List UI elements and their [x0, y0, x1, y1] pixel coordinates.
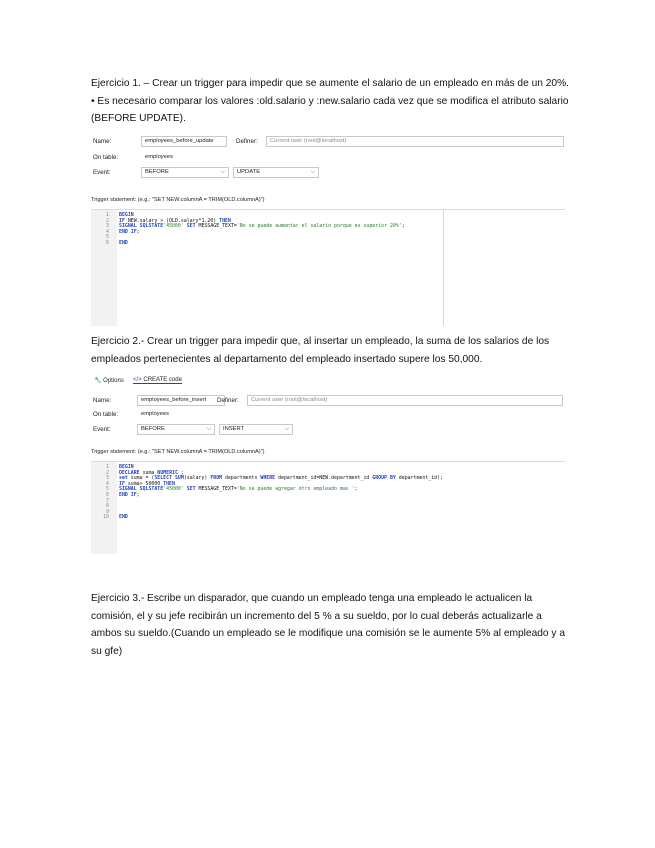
- chevron-down-icon: ⌵: [220, 169, 225, 175]
- line-text: END IF;: [119, 491, 140, 498]
- code-editor[interactable]: [91, 461, 565, 554]
- line-number: 5: [106, 234, 109, 241]
- wrench-icon: 🔧: [94, 378, 102, 384]
- line-number: 9: [106, 508, 109, 515]
- line-text: SIGNAL SQLSTATE'45000' SET MESSAGE_TEXT='No se puede aumentar el salario porque es superior 20%';: [119, 223, 405, 230]
- exercise-3-text: Ejercicio 3.- Escribe un disparador, que cuando un empleado tenga una empleado le actualicen la comisión, el y su jefe recibirán un incremento del 5 % a su sueldo, por lo cual deberás actualizarle a ambos su sueldo.(Cuando un empleado se le modifique una comisión se le aumente 5% al empleado y a su gfe): [91, 593, 566, 657]
- editor-toolbar: [91, 375, 565, 388]
- trigger-editor-screenshot-2: [91, 375, 565, 554]
- trigger-name-field[interactable]: employees_before_update: [141, 136, 227, 147]
- code-icon: </>: [133, 377, 142, 383]
- on-table-value: employees: [141, 152, 227, 163]
- event-label: Event:: [93, 426, 111, 433]
- line-text: END: [119, 514, 128, 521]
- line-text: DECLARE suma NUMERIC ;: [119, 469, 184, 476]
- editor-divider: [443, 210, 444, 326]
- event-action-value: UPDATE: [237, 169, 261, 175]
- definer-field[interactable]: Current user (root@localhost): [266, 136, 564, 147]
- line-text: SIGNAL SQLSTATE'45000' SET MESSAGE_TEXT='No se puede agregar otro empleado mas ';: [119, 486, 358, 493]
- line-text: IF NEW.salary > (OLD.salary*1.20) THEN: [119, 217, 231, 224]
- code-lines: [91, 465, 443, 521]
- trigger-statement-hint: Trigger statement: (e.g.: "SET NEW.columnA = TRIM(OLD.columnA)"): [91, 449, 265, 455]
- line-number: 3: [106, 223, 109, 230]
- definer-label: Definer:: [217, 397, 239, 404]
- event-action-value: INSERT: [223, 426, 245, 432]
- trigger-editor-screenshot-1: [91, 132, 565, 326]
- chevron-down-icon: ⌵: [206, 426, 211, 432]
- on-table-label: On table:: [93, 154, 119, 161]
- line-number: 10: [103, 514, 109, 521]
- chevron-down-icon: ⌵: [310, 169, 315, 175]
- trigger-statement-hint: Trigger statement: (e.g.: "SET NEW.columnA = TRIM(OLD.columnA)"): [91, 197, 265, 203]
- exercise-2-text: Ejercicio 2.- Crear un trigger para impedir que, al insertar un empleado, la suma de los salarios de los empleados pertenecientes al departamento del empleado insertado supere los 50,000.: [91, 336, 550, 365]
- line-number: 3: [106, 475, 109, 482]
- event-timing-select[interactable]: [137, 424, 215, 435]
- code-editor[interactable]: [91, 209, 565, 326]
- event-label: Event:: [93, 169, 111, 176]
- line-number: 2: [106, 217, 109, 224]
- on-table-label: On table:: [93, 411, 119, 418]
- line-number: 4: [106, 480, 109, 487]
- name-label: Name:: [93, 138, 112, 145]
- event-timing-value: BEFORE: [141, 426, 165, 432]
- line-number: 5: [106, 486, 109, 493]
- line-text: END: [119, 239, 128, 246]
- exercise-1-text: Ejercicio 1. – Crear un trigger para impedir que se aumente el salario de un empleado en más de un 20%. • Es necesario comparar los valores :old.salario y :new.salario cada vez que se modifica el atributo salario (BEFORE UPDATE).: [91, 78, 569, 125]
- line-number: 7: [106, 497, 109, 504]
- line-text: set suma = (SELECT SUM(salary) FROM departments WHERE department_id=NEW.department_id GROUP BY department_id);: [119, 475, 443, 482]
- name-label: Name:: [93, 397, 112, 404]
- create-code-label: CREATE code: [143, 377, 182, 383]
- create-code-tab[interactable]: [133, 377, 182, 384]
- event-action-select[interactable]: [233, 167, 319, 178]
- line-number: 2: [106, 469, 109, 476]
- options-tab[interactable]: [94, 377, 124, 384]
- line-number: 6: [106, 239, 109, 246]
- line-number: 4: [106, 228, 109, 235]
- code-lines: [91, 213, 405, 247]
- code-line: [91, 515, 443, 521]
- event-timing-select[interactable]: [141, 167, 229, 178]
- line-number: 6: [106, 491, 109, 498]
- line-text: END IF;: [119, 228, 140, 235]
- definer-label: Definer:: [236, 138, 258, 145]
- chevron-down-icon: ⌵: [284, 426, 289, 432]
- event-timing-value: BEFORE: [145, 169, 169, 175]
- line-number: 8: [106, 503, 109, 510]
- line-text: IF suma> 50000 THEN: [119, 480, 175, 487]
- code-line: [91, 241, 405, 247]
- line-number: 1: [106, 212, 109, 218]
- trigger-name-field[interactable]: employees_before_insert: [137, 395, 225, 406]
- line-text: BEGIN: [119, 212, 134, 218]
- options-label: Options: [103, 378, 124, 384]
- line-text: BEGIN: [119, 464, 134, 470]
- event-action-select[interactable]: [219, 424, 293, 435]
- line-number: 1: [106, 464, 109, 470]
- definer-field[interactable]: Current user (root@localhost): [247, 395, 563, 406]
- on-table-value: employees: [137, 409, 223, 420]
